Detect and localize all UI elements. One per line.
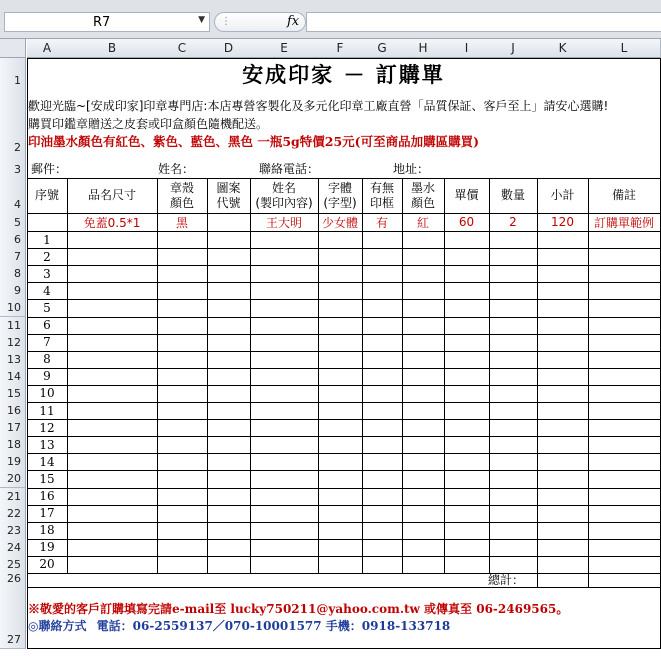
grid-hline	[27, 351, 660, 352]
example-shell-color[interactable]: 黑	[175, 215, 188, 230]
grid-hline	[27, 587, 660, 588]
row-header-10[interactable]	[0, 299, 26, 317]
row-number: 7	[14, 250, 21, 264]
header-frame: 有無 印框	[369, 180, 394, 210]
grid-vline	[318, 178, 319, 573]
grip-icon[interactable]: ⋮	[221, 16, 231, 27]
seq-number[interactable]: 3	[43, 266, 51, 281]
seq-number[interactable]: 2	[43, 249, 51, 264]
formula-input[interactable]	[306, 12, 661, 32]
column-header-f[interactable]: F	[318, 39, 363, 58]
row-header-27[interactable]	[0, 587, 26, 649]
label-name: 姓名：	[158, 162, 195, 176]
seq-number[interactable]: 11	[39, 403, 55, 418]
insert-function-icon[interactable]: fx	[287, 14, 300, 29]
footer-contact-phones: 電話：06-2559137／070-10001577 手機：0918-133718	[96, 619, 451, 633]
total-label: 總計：	[488, 572, 525, 586]
grid-hline	[27, 282, 660, 283]
grid-hline	[27, 317, 660, 318]
grid-vline	[157, 178, 158, 573]
header-shell-color: 章殼 顏色	[169, 180, 194, 210]
header-note: 備註	[611, 188, 636, 202]
header-subtotal: 小計	[550, 188, 575, 202]
row-number: 27	[7, 633, 21, 646]
label-postal: 郵件：	[31, 162, 68, 176]
grid-hline	[27, 419, 660, 420]
seq-number[interactable]: 20	[39, 557, 55, 572]
grid-vline	[207, 178, 208, 573]
grid-vline	[67, 178, 68, 573]
row-number: 2	[14, 141, 21, 154]
row-header-12[interactable]	[0, 334, 26, 352]
footer-contact	[28, 617, 450, 634]
grid-hline	[27, 231, 660, 232]
row-header-20[interactable]	[0, 470, 26, 488]
select-all-corner[interactable]	[0, 39, 26, 58]
grid-vline	[588, 573, 589, 587]
row-number: 23	[7, 523, 21, 537]
row-header-26[interactable]	[0, 573, 26, 588]
grid-hline	[27, 505, 660, 506]
seq-number[interactable]: 12	[39, 420, 55, 435]
column-header-d[interactable]: D	[207, 39, 251, 58]
column-header-j[interactable]: J	[489, 39, 538, 58]
example-qty[interactable]: 2	[509, 215, 517, 229]
example-font[interactable]: 少女體	[321, 215, 358, 230]
row-number: 4	[14, 198, 21, 211]
column-header-e[interactable]: E	[250, 39, 319, 58]
seq-number[interactable]: 6	[43, 318, 51, 333]
header-name-content: 姓名 (製印內容)	[255, 180, 313, 210]
name-box-dropdown-icon[interactable]: ▼	[198, 15, 205, 25]
row-header-17[interactable]	[0, 419, 26, 437]
row-header-22[interactable]	[0, 505, 26, 523]
row-number: 26	[7, 572, 21, 585]
row-number: 15	[7, 386, 21, 400]
intro-line-1: 歡迎光臨~[安成印家]印章專門店:本店專營客製化及多元化印章工廠直營「品質保証、客戶至上」請安心選購!	[28, 99, 609, 113]
row-number: 13	[7, 352, 21, 366]
intro-ink-note: 印油墨水顏色有紅色、紫色、藍色、黑色 一瓶5g特價25元(可至商品加購區購買)	[28, 134, 480, 149]
label-address: 地址：	[393, 162, 430, 176]
seq-number[interactable]: 8	[43, 352, 51, 367]
grid-hline	[27, 573, 660, 574]
grid-vline	[402, 178, 403, 573]
seq-number[interactable]: 19	[39, 540, 55, 555]
row-number: 22	[7, 506, 21, 520]
column-header-l[interactable]: L	[588, 39, 661, 58]
seq-number[interactable]: 5	[43, 300, 51, 315]
formula-controls	[214, 12, 306, 32]
grid-hline	[27, 248, 660, 249]
grid-vline	[588, 178, 589, 573]
example-note[interactable]: 訂購單範例	[593, 215, 654, 230]
footer-contact-label: ◎聯絡方式	[28, 619, 87, 633]
grid-hline	[27, 470, 660, 471]
grid-hline	[27, 385, 660, 386]
row-header-15[interactable]	[0, 385, 26, 403]
page-title: 安成印家 － 訂購單	[242, 62, 445, 87]
seq-number[interactable]: 7	[43, 335, 51, 350]
row-number: 18	[7, 438, 21, 452]
grid-vline	[537, 178, 538, 573]
row-number: 10	[7, 301, 21, 315]
row-number: 11	[7, 318, 21, 332]
sheet-border-bottom	[27, 648, 661, 649]
seq-number[interactable]: 14	[39, 454, 55, 469]
row-number: 14	[7, 369, 21, 383]
header-pattern-code: 圖案 代號	[216, 180, 241, 210]
seq-number[interactable]: 9	[43, 369, 51, 384]
column-header-c[interactable]: C	[157, 39, 208, 58]
row-number: 8	[14, 267, 21, 281]
grid-vline	[250, 178, 251, 573]
row-header-13[interactable]	[0, 351, 26, 369]
name-box[interactable]	[4, 12, 210, 32]
row-header-21[interactable]	[0, 488, 26, 506]
row-number: 20	[7, 472, 21, 486]
column-header-b[interactable]: B	[67, 39, 158, 58]
name-box-value: R7	[93, 15, 111, 30]
row-number: 21	[7, 489, 21, 503]
seq-number[interactable]: 18	[39, 523, 55, 538]
grid-hline	[27, 368, 660, 369]
example-ink[interactable]: 紅	[416, 215, 429, 230]
row-number: 3	[14, 163, 21, 176]
formula-bar	[0, 0, 661, 39]
row-number: 5	[14, 216, 21, 229]
grid-hline	[27, 556, 660, 557]
column-header-a[interactable]: A	[27, 39, 68, 58]
row-header-7[interactable]	[0, 248, 26, 266]
row-header-19[interactable]	[0, 453, 26, 471]
row-header-16[interactable]	[0, 402, 26, 420]
row-header-4[interactable]	[0, 178, 26, 214]
grid-hline	[27, 334, 660, 335]
seq-number[interactable]: 15	[39, 471, 55, 486]
row-header-3[interactable]	[0, 156, 26, 179]
row-header-11[interactable]	[0, 317, 26, 335]
header-qty: 數量	[500, 188, 525, 202]
row-number: 25	[7, 557, 21, 571]
row-number: 1	[14, 74, 21, 87]
example-price[interactable]: 60	[458, 215, 475, 229]
row-header-1[interactable]	[0, 58, 26, 90]
seq-number[interactable]: 1	[43, 232, 51, 247]
row-header-5[interactable]	[0, 213, 26, 232]
row-number: 19	[7, 455, 21, 469]
seq-number[interactable]: 13	[39, 437, 55, 452]
grid-vline	[489, 178, 490, 573]
example-product[interactable]: 免蓋0.5*1	[83, 215, 141, 230]
intro-line-2: 購買印鑑章贈送之皮套或印盒顏色隨機配送。	[28, 117, 269, 131]
header-product: 品名尺寸	[87, 188, 136, 202]
grid-hline	[27, 539, 660, 540]
header-price: 單價	[454, 188, 479, 202]
grid-hline	[27, 488, 660, 489]
header-font: 字體 (字型)	[323, 180, 357, 210]
seq-number[interactable]: 10	[39, 386, 55, 401]
grid-hline	[27, 522, 660, 523]
row-number: 9	[14, 284, 21, 298]
row-header-9[interactable]	[0, 282, 26, 300]
row-number: 16	[7, 404, 21, 418]
grid-hline	[27, 265, 660, 266]
column-header-k[interactable]: K	[537, 39, 589, 58]
row-number: 6	[14, 233, 21, 247]
example-frame[interactable]: 有	[375, 215, 388, 230]
grid-hline	[27, 299, 660, 300]
row-header-18[interactable]	[0, 436, 26, 454]
column-header-g[interactable]: G	[362, 39, 403, 58]
header-seq: 序號	[34, 188, 59, 202]
grid-hline	[27, 402, 660, 403]
row-number: 24	[7, 540, 21, 554]
row-header-14[interactable]	[0, 368, 26, 386]
seq-number[interactable]: 16	[39, 489, 55, 504]
grid-vline	[537, 573, 538, 587]
grid-hline	[27, 436, 660, 437]
column-header-i[interactable]: I	[444, 39, 490, 58]
row-header-6[interactable]	[0, 231, 26, 249]
row-number: 17	[7, 421, 21, 435]
grid-vline	[444, 178, 445, 573]
example-name-content[interactable]: 王大明	[265, 215, 302, 230]
row-number: 12	[7, 335, 21, 349]
example-subtotal[interactable]: 120	[551, 215, 574, 229]
grid-vline	[362, 178, 363, 573]
grid-hline	[27, 453, 660, 454]
column-header-h[interactable]: H	[402, 39, 445, 58]
row-header-23[interactable]	[0, 522, 26, 540]
label-phone: 聯絡電話：	[259, 162, 320, 176]
row-header-8[interactable]	[0, 265, 26, 283]
header-ink: 墨水 顏色	[410, 180, 435, 210]
seq-number[interactable]: 4	[43, 283, 51, 298]
row-header-2[interactable]	[0, 89, 26, 157]
row-header-24[interactable]	[0, 539, 26, 557]
seq-number[interactable]: 17	[39, 506, 55, 521]
footer-email-fax: ※敬愛的客戶訂購填寫完請e-mail至 lucky750211@yahoo.com.tw 或傳真至 06-2469565。	[28, 602, 569, 616]
